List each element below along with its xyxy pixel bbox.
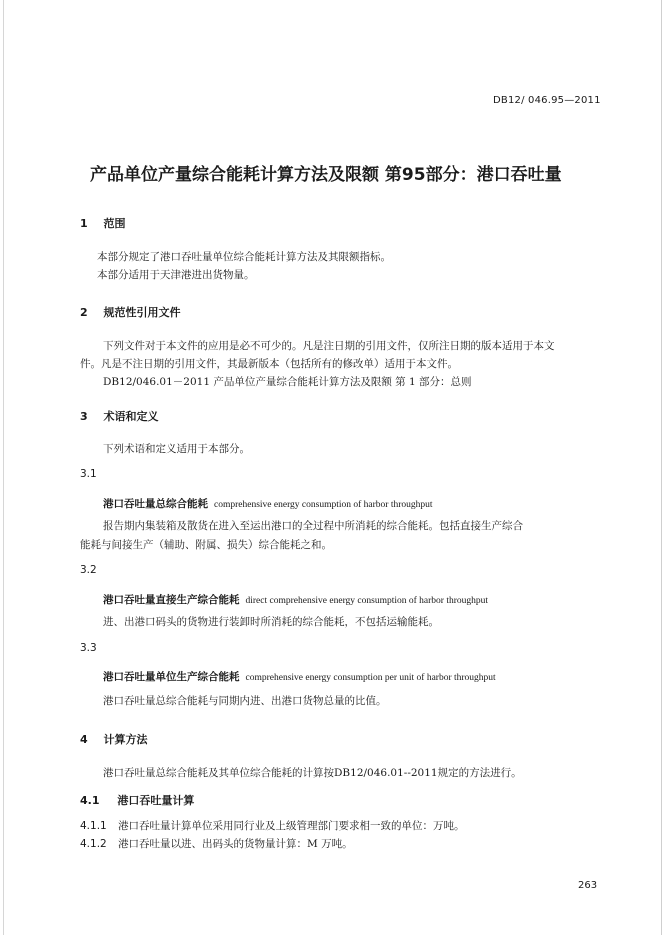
section-3-heading xyxy=(80,408,159,424)
section-1-title: 范围 xyxy=(103,217,126,230)
document-number: DB12/ 046.95—2011 xyxy=(493,95,601,106)
term-3-1-english: comprehensive energy consumption of harbor throughput xyxy=(214,500,433,510)
section-4-paragraph-1: 港口吞吐量总综合能耗及其单位综合能耗的计算按DB12/046.01--2011规定的方法进行。 xyxy=(103,767,522,779)
document-title: 产品单位产量综合能耗计算方法及限额 第95部分：港口吞吐量 xyxy=(90,165,562,185)
term-3-2-number: 3.2 xyxy=(80,564,97,576)
section-1-paragraph-1: 本部分规定了港口吞吐量单位综合能耗计算方法及其限额指标。 xyxy=(97,251,391,263)
section-1-paragraph-2: 本部分适用于天津港进出货物量。 xyxy=(97,269,255,281)
clause-4-1-1 xyxy=(80,817,465,835)
section-4-title: 计算方法 xyxy=(103,733,148,746)
page-right-edge xyxy=(661,0,662,935)
section-2-number: 2 xyxy=(80,306,88,319)
section-2-heading xyxy=(80,304,181,320)
section-1-heading xyxy=(80,215,126,231)
term-3-2-chinese: 港口吞吐量直接生产综合能耗 xyxy=(103,594,240,606)
clause-4-1-1-text: 港口吞吐量计算单位采用同行业及上级管理部门要求相一致的单位：万吨。 xyxy=(118,820,465,832)
term-3-2-english: direct comprehensive energy consumption of harbor throughput xyxy=(245,596,489,606)
term-3-3-number: 3.3 xyxy=(80,642,97,654)
term-3-1-chinese: 港口吞吐量总综合能耗 xyxy=(103,498,208,510)
section-2-paragraph-1a: 下列文件对于本文件的应用是必不可少的。凡是注日期的引用文件，仅所注日期的版本适用于本文 xyxy=(103,340,555,352)
section-2-reference: DB12/046.01－2011 产品单位产量综合能耗计算方法及限额 第 1 部分：总则 xyxy=(103,376,472,388)
term-3-1-number: 3.1 xyxy=(80,468,97,480)
section-4-1-title: 港口吞吐量计算 xyxy=(117,794,195,807)
term-3-1-definition-2: 能耗与间接生产（辅助、附属、损失）综合能耗之和。 xyxy=(80,539,332,551)
term-3-1-definition-1: 报告期内集装箱及散货在进入至运出港口的全过程中所消耗的综合能耗。包括直接生产综合 xyxy=(103,520,523,532)
section-4-number: 4 xyxy=(80,733,88,746)
term-3-3-definition: 港口吞吐量总综合能耗与同期内进、出港口货物总量的比值。 xyxy=(103,695,387,707)
clause-4-1-1-number: 4.1.1 xyxy=(80,820,107,832)
section-3-paragraph-1: 下列术语和定义适用于本部分。 xyxy=(103,443,250,455)
term-3-3-chinese: 港口吞吐量单位生产综合能耗 xyxy=(103,671,240,683)
section-4-heading xyxy=(80,731,148,747)
section-2-title: 规范性引用文件 xyxy=(103,306,181,319)
clause-4-1-2-text: 港口吞吐量以进、出码头的货物量计算：M 万吨。 xyxy=(118,838,353,850)
section-2-paragraph-1b: 件。凡是不注日期的引用文件，其最新版本（包括所有的修改单）适用于本文件。 xyxy=(80,358,458,370)
clause-4-1-2-number: 4.1.2 xyxy=(80,838,107,850)
page-number: 263 xyxy=(578,880,598,891)
term-3-2-definition: 进、出港口码头的货物进行装卸时所消耗的综合能耗，不包括运输能耗。 xyxy=(103,616,439,628)
section-3-title: 术语和定义 xyxy=(103,410,159,423)
term-3-1 xyxy=(103,496,433,511)
section-4-1-number: 4.1 xyxy=(80,794,100,807)
term-3-3-english: comprehensive energy consumption per unit of harbor throughput xyxy=(245,673,496,683)
section-1-number: 1 xyxy=(80,217,88,230)
term-3-2 xyxy=(103,592,488,607)
section-3-number: 3 xyxy=(80,410,88,423)
section-4-1-heading xyxy=(80,792,194,808)
page-left-edge xyxy=(3,0,4,935)
clause-4-1-2 xyxy=(80,835,353,853)
term-3-3 xyxy=(103,669,496,684)
